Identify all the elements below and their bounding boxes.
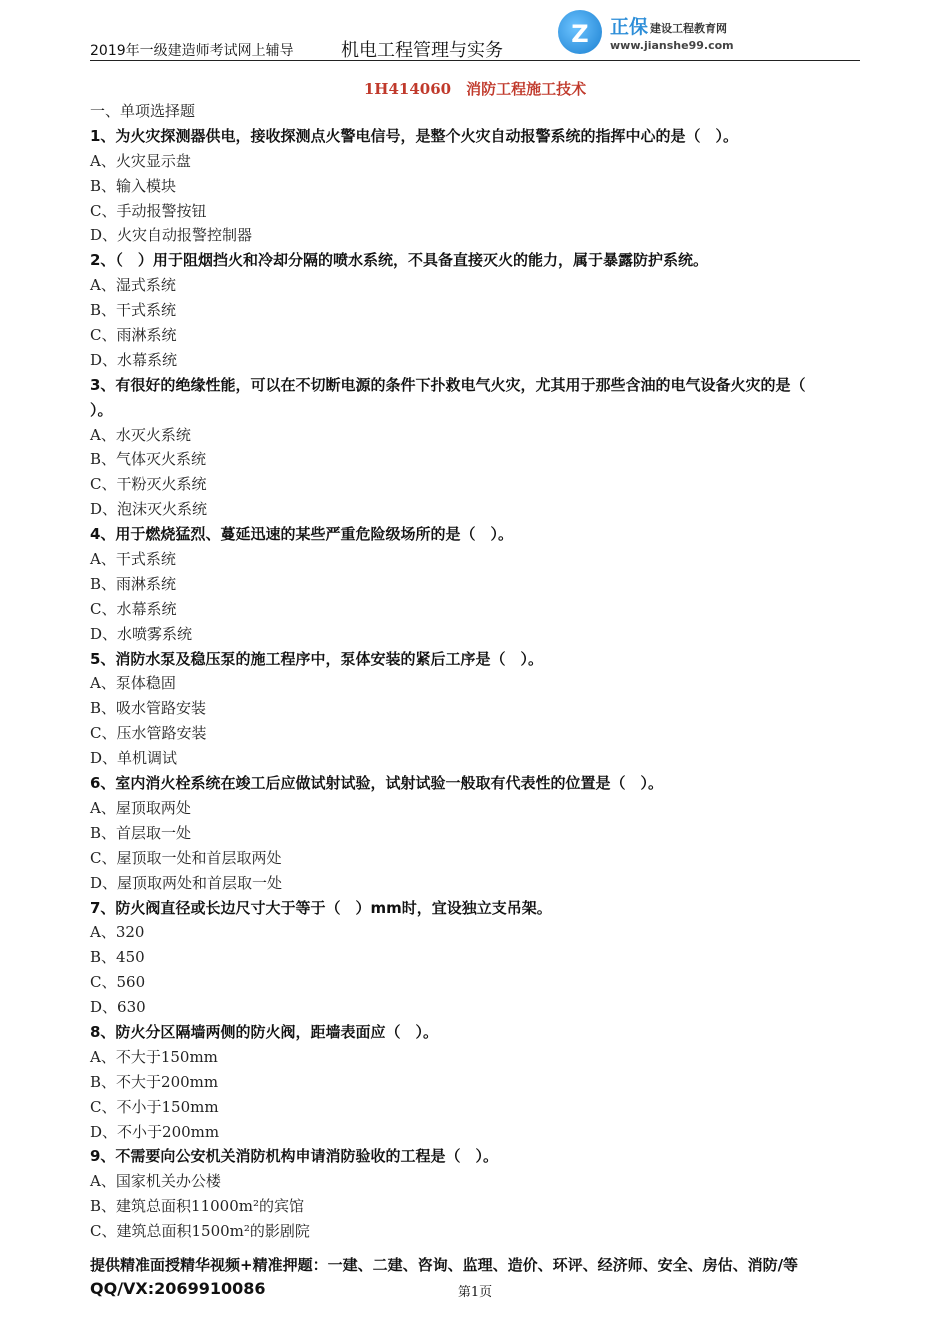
answer-option: D、不小于200mm — [90, 1122, 220, 1141]
answer-option: B、不大于200mm — [90, 1072, 219, 1091]
page-header — [90, 0, 860, 61]
footer-promo: 提供精准面授精华视频+精准押题：一建、二建、咨询、监理、造价、环评、经济师、安全、房估、消防/等 — [90, 1256, 799, 1274]
footer-contact: QQ/VX:2069910086 — [90, 1279, 266, 1298]
answer-option: A、干式系统 — [90, 550, 176, 569]
answer-option: C、干粉灭火系统 — [90, 475, 207, 494]
answer-option: D、水喷雾系统 — [90, 624, 193, 643]
answer-option: A、国家机关办公楼 — [90, 1172, 221, 1191]
answer-option: A、320 — [90, 923, 145, 942]
question-text: 9、不需要向公安机关消防机构申请消防验收的工程是（ ）。 — [90, 1147, 498, 1166]
header-course-title: 2019年一级建造师考试网上辅导 — [90, 43, 294, 59]
section-heading: 一、单项选择题 — [90, 102, 196, 120]
logo-url: www.jianshe99.com — [610, 39, 734, 52]
answer-option: B、输入模块 — [90, 176, 177, 195]
answer-option: B、雨淋系统 — [90, 574, 177, 593]
logo-brand-name: 正保 — [610, 16, 649, 38]
question-text: 3、有很好的绝缘性能，可以在不切断电源的条件下扑救电气火灾，尤其用于那些含油的电气设备火灾的是（ — [90, 375, 806, 394]
answer-option: D、630 — [90, 998, 146, 1017]
answer-option: D、泡沫灭火系统 — [90, 500, 208, 519]
section-title: 1H414060 消防工程施工技术 — [363, 80, 587, 98]
question-text: 1、为火灾探测器供电，接收探测点火警电信号，是整个火灾自动报警系统的指挥中心的是（ ）。 — [90, 126, 738, 145]
question-text: ）。 — [90, 400, 113, 419]
answer-option: D、火灾自动报警控制器 — [90, 226, 253, 245]
answer-option: A、泵体稳固 — [90, 674, 176, 693]
answer-option: C、屋顶取一处和首层取两处 — [90, 848, 282, 867]
page-number: 第1页 — [457, 1285, 493, 1300]
answer-option: B、首层取一处 — [90, 823, 192, 842]
answer-option: D、水幕系统 — [90, 350, 178, 369]
brand-logo — [558, 6, 758, 56]
question-text: 7、防火阀直径或长边尺寸大于等于（ ）mm时，宜设独立支吊架。 — [90, 898, 552, 917]
answer-option: C、压水管路安装 — [90, 724, 207, 743]
logo-tagline: 建设工程教育网 — [650, 22, 727, 35]
answer-option: C、560 — [90, 973, 146, 992]
answer-option: C、建筑总面积1500m²的影剧院 — [90, 1222, 310, 1241]
question-text: 4、用于燃烧猛烈、蔓延迅速的某些严重危险级场所的是（ ）。 — [90, 525, 513, 544]
answer-option: B、气体灭火系统 — [90, 450, 207, 469]
answer-option: B、建筑总面积11000m²的宾馆 — [90, 1197, 304, 1216]
answer-option: C、不小于150mm — [90, 1097, 219, 1116]
answer-option: C、雨淋系统 — [90, 326, 177, 345]
question-list — [90, 99, 860, 1244]
answer-option: A、水灭火系统 — [90, 425, 191, 444]
answer-option: A、不大于150mm — [90, 1047, 218, 1066]
answer-option: C、水幕系统 — [90, 599, 177, 618]
question-text: 2、（ ）用于阻烟挡火和冷却分隔的喷水系统，不具备直接灭火的能力，属于暴露防护系统。 — [90, 251, 708, 270]
answer-option: A、火灾显示盘 — [90, 151, 191, 170]
answer-option: C、手动报警按钮 — [90, 201, 207, 220]
question-text: 5、消防水泵及稳压泵的施工程序中，泵体安装的紧后工序是（ ）。 — [90, 649, 543, 668]
answer-option: D、单机调试 — [90, 749, 178, 768]
question-text: 8、防火分区隔墙两侧的防火阀，距墙表面应（ ）。 — [90, 1022, 438, 1041]
logo-emblem-icon: Z — [558, 10, 602, 54]
question-text: 6、室内消火栓系统在竣工后应做试射试验，试射试验一般取有代表性的位置是（ ）。 — [90, 774, 663, 793]
answer-option: B、450 — [90, 948, 145, 967]
answer-option: B、干式系统 — [90, 301, 177, 320]
answer-option: A、湿式系统 — [90, 276, 176, 295]
header-subject: 机电工程管理与实务 — [341, 40, 503, 61]
answer-option: D、屋顶取两处和首层取一处 — [90, 873, 283, 892]
answer-option: A、屋顶取两处 — [90, 798, 191, 817]
answer-option: B、吸水管路安装 — [90, 699, 207, 718]
